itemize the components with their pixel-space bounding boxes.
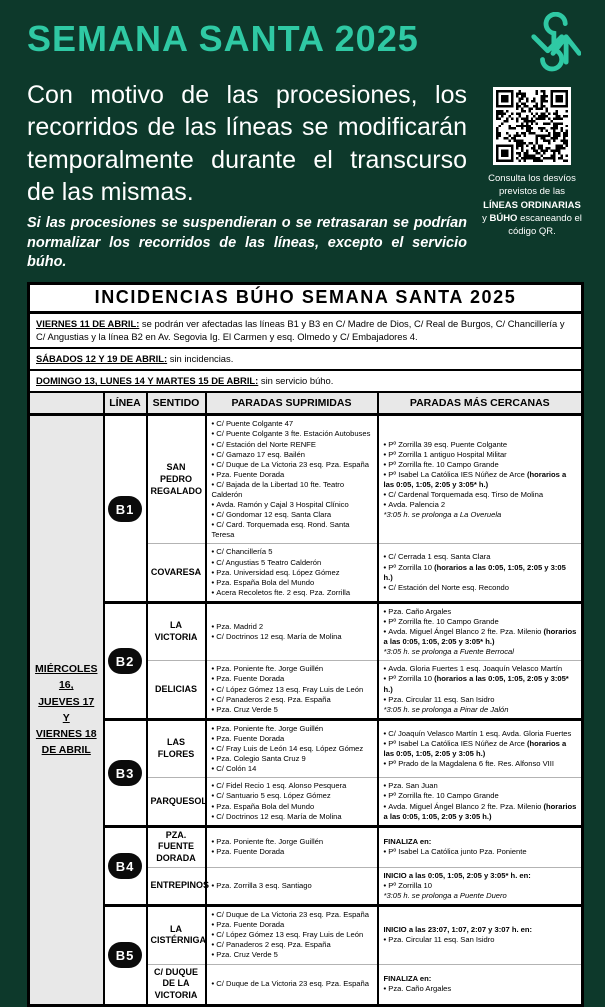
bullet-icon: • (383, 627, 389, 637)
stop-item: • Pza. Caño Argales (383, 606, 452, 616)
col-header-paradas-mas-cercanas: PARADAS MÁS CERCANAS (378, 392, 583, 415)
info-label: SÁBADOS 12 Y 19 DE ABRIL: (36, 353, 168, 364)
incidents-table (27, 282, 584, 1007)
stop-item: • Pº Zorrilla fte. 10 Campo Grande (383, 459, 499, 469)
direction-row (29, 826, 583, 867)
stop-item: • C/ Fidel Recio 1 esq. Alonso Pesquera (211, 781, 347, 791)
sentido-cell: C/ DUQUE DE LA VICTORIA (147, 964, 206, 1005)
bullet-icon: • (211, 744, 217, 754)
stop-item: • Pza. Poniente fte. Jorge Guillén (211, 723, 324, 733)
stop-item: • C/ Estación del Norte RENFE (211, 439, 316, 449)
stop-item: • C/ Chancillería 5 (211, 547, 273, 557)
paradas-cercanas-cell (378, 719, 583, 777)
paradas-suprimidas-cell (206, 415, 378, 544)
stop-item: • Pº Zorrilla fte. 10 Campo Grande (383, 791, 499, 801)
line-badge-b2: B2 (108, 648, 143, 674)
paradas-suprimidas-cell (206, 661, 378, 719)
stop-item: • Pza. San Juan (383, 781, 438, 791)
bullet-icon: • (211, 940, 217, 950)
bullet-icon: • (383, 489, 389, 499)
sentido-cell: LAS FLORES (147, 719, 206, 777)
stop-item: • Pza. Fuente Dorada (211, 733, 285, 743)
lead-section (27, 77, 583, 273)
stop-item: • Acera Recoletos fte. 2 esq. Pza. Zorrilla (211, 587, 351, 597)
bullet-icon: • (383, 781, 389, 791)
stop-item: • C/ López Gómez 13 esq. Fray Luis de León (211, 684, 364, 694)
paradas-cercanas-cell (378, 964, 583, 1005)
bullet-icon: • (383, 469, 389, 479)
bullet-icon: • (211, 801, 217, 811)
stop-item: FINALIZA en: (383, 973, 432, 983)
stop-item: • Pza. Fuente Dorada (211, 469, 285, 479)
stop-item: • Pº Isabel La Católica IES Núñez de Arce (horarios a las 0:05, 1:05, 2:05 y 3:05* h.) (383, 469, 567, 489)
bullet-icon: • (211, 694, 217, 704)
stop-item: • Pza. Universidad esq. López Gómez (211, 567, 340, 577)
stop-item: *3:05 h. se prolonga a Fuente Berrocal (383, 647, 514, 657)
stop-item: • Pza. Fuente Dorada (211, 920, 285, 930)
bullet-icon: • (211, 622, 217, 632)
bullet-icon: • (211, 733, 217, 743)
col-header-paradas-suprimidas: PARADAS SUPRIMIDAS (206, 392, 378, 415)
stop-item: • C/ Puente Colgante 3 fte. Estación Autobuses (211, 429, 371, 439)
bullet-icon: • (383, 935, 389, 945)
info-label: DOMINGO 13, LUNES 14 Y MARTES 15 DE ABRIL: (36, 375, 259, 387)
intro-note: Si las procesiones se suspendieran o se retrasaran se podrían normalizar los recorridos de las líneas, excepto el servicio búho. (27, 215, 467, 271)
direction-row (29, 906, 583, 964)
bullet-icon: • (383, 562, 389, 572)
stop-item: *3:05 h. se prolonga a La Overuela (383, 510, 502, 520)
bullet-icon: • (211, 520, 217, 530)
bullet-icon: • (383, 847, 389, 857)
info-text: sin incidencias. (167, 353, 234, 364)
bullet-icon: • (211, 587, 217, 597)
sentido-cell: SAN PEDRO REGALADO (147, 415, 206, 544)
bullet-icon: • (211, 557, 217, 567)
line-badge-b1: B1 (108, 496, 143, 522)
paradas-suprimidas-cell (206, 906, 378, 964)
table-title: INCIDENCIAS BÚHO SEMANA SANTA 2025 (29, 283, 583, 312)
stop-item: • C/ Duque de La Victoria 23 esq. Pza. España (211, 459, 369, 469)
stop-item: • C/ Doctrinos 12 esq. María de Molina (211, 811, 342, 821)
bullet-icon: • (383, 582, 389, 592)
sentido-cell: DELICIAS (147, 661, 206, 719)
bullet-icon: • (383, 449, 389, 459)
info-row-domingo-lunes-martes (29, 370, 583, 392)
stop-item: • Pº Zorrilla 10 (383, 880, 432, 890)
stop-item: • Pº Zorrilla 1 antiguo Hospital Militar (383, 449, 507, 459)
paradas-cercanas-cell (378, 415, 583, 544)
bullet-icon: • (211, 419, 217, 429)
bullet-icon: • (211, 674, 217, 684)
auvasa-logo (525, 12, 581, 77)
stop-item: • C/ Estación del Norte esq. Recondo (383, 582, 510, 592)
bullet-icon: • (211, 837, 217, 847)
bullet-icon: • (383, 791, 389, 801)
stop-item: • Pº Zorrilla 10 (horarios a las 0:05, 1:05, 2:05 y 3:05 h.) (383, 562, 566, 582)
paradas-cercanas-cell (378, 906, 583, 964)
intro-text: Con motivo de las procesiones, los recorridos de las líneas se modificarán temporalmente durante el transcurso de las mismas. (27, 81, 467, 206)
date-line: JUEVES 17 (38, 695, 95, 708)
sentido-cell: PZA. FUENTE DORADA (147, 826, 206, 867)
bullet-icon: • (211, 449, 217, 459)
paradas-cercanas-cell (378, 544, 583, 602)
date-line: Y (62, 711, 70, 724)
stop-item: • C/ Gondomar 12 esq. Santa Clara (211, 510, 332, 520)
stop-item: • Pza. Circular 11 esq. San Isidro (383, 694, 495, 704)
bullet-icon: • (383, 459, 389, 469)
stop-item: • Pza. Poniente fte. Jorge Guillén (211, 664, 324, 674)
bullet-icon: • (383, 759, 389, 769)
stop-item: • C/ Panaderos 2 esq. Pza. España (211, 694, 331, 704)
stop-item: • Pza. Colegio Santa Cruz 9 (211, 754, 306, 764)
bullet-icon: • (211, 754, 217, 764)
paradas-suprimidas-cell (206, 544, 378, 602)
incidents-section (27, 282, 583, 1007)
line-cell (104, 719, 147, 826)
paradas-suprimidas-cell (206, 826, 378, 867)
bullet-icon: • (211, 547, 217, 557)
stop-item: • Pza. Poniente fte. Jorge Guillén (211, 837, 324, 847)
bullet-icon: • (211, 811, 217, 821)
bullet-icon: • (211, 567, 217, 577)
date-range-cell (29, 415, 104, 1005)
stop-item: • Pza. Cruz Verde 5 (211, 950, 278, 960)
stop-item: • C/ Card. Torquemada esq. Rond. Santa Teresa (211, 520, 350, 540)
bullet-icon: • (211, 920, 217, 930)
stop-item: • C/ Duque de La Victoria 23 esq. Pza. España (211, 978, 369, 988)
stop-item: • C/ Colón 14 (211, 764, 257, 774)
date-line: VIERNES 18 (35, 728, 97, 741)
bullet-icon: • (211, 577, 217, 587)
paradas-cercanas-cell (378, 867, 583, 905)
stop-item: • Pza. Madrid 2 (211, 622, 264, 632)
bullet-icon: • (211, 704, 217, 714)
stop-item: • C/ Bajada de la Libertad 10 fte. Teatro Calderón (211, 479, 345, 499)
sentido-cell: LA CISTÉRNIGA (147, 906, 206, 964)
bullet-icon: • (383, 552, 389, 562)
stop-item: • Pº Isabel La Católica IES Núñez de Arce (horarios a las 0:05, 1:05, 2:05 y 3:05 h.) (383, 738, 567, 759)
stop-item: • Pº Prado de la Magdalena 6 fte. Res. Alfonso VIII (383, 759, 554, 769)
stop-item: • Pza. Zorrilla 3 esq. Santiago (211, 880, 312, 890)
stop-item: *3:05 h. se prolonga a Pinar de Jalón (383, 704, 509, 714)
stop-item: • C/ Doctrinos 12 esq. María de Molina (211, 632, 342, 642)
stop-item: • Avda. Gloria Fuertes 1 esq. Joaquín Velasco Martín (383, 664, 563, 674)
line-cell (104, 415, 147, 603)
info-row-sabados (29, 348, 583, 370)
info-row-viernes-11 (29, 312, 583, 348)
stop-item: • C/ Santuario 5 esq. López Gómez (211, 791, 331, 801)
stop-item: • Pza. Caño Argales (383, 984, 452, 994)
sentido-cell: ENTREPINOS (147, 867, 206, 905)
bullet-icon: • (211, 910, 217, 920)
stop-item: • Pº Zorrilla 10 (horarios a las 0:05, 1:05, 2:05 y 3:05* h.) (383, 674, 569, 694)
paradas-cercanas-cell (378, 661, 583, 719)
bullet-icon: • (383, 664, 389, 674)
bullet-icon: • (383, 500, 389, 510)
stop-item: • Pº Zorrilla 39 esq. Puente Colgante (383, 439, 508, 449)
bullet-icon: • (383, 617, 389, 626)
stop-item: • Pza. España Bola del Mundo (211, 577, 315, 587)
bullet-icon: • (383, 694, 389, 704)
sentido-cell: LA VICTORIA (147, 602, 206, 660)
stop-item: • Pza. Circular 11 esq. San Isidro (383, 935, 495, 945)
paradas-cercanas-cell (378, 778, 583, 826)
stop-item: • Pza. Cruz Verde 5 (211, 704, 278, 714)
bullet-icon: • (211, 479, 217, 489)
col-header-empty (29, 392, 104, 415)
info-text: sin servicio búho. (258, 375, 334, 387)
bullet-icon: • (211, 781, 217, 791)
bullet-icon: • (211, 459, 217, 469)
bullet-icon: • (211, 880, 217, 890)
stop-item: • C/ Panaderos 2 esq. Pza. España (211, 940, 331, 950)
bullet-icon: • (211, 429, 217, 439)
table-title-row (29, 283, 583, 312)
stop-item: • C/ Cerrada 1 esq. Santa Clara (383, 552, 491, 562)
line-badge-b4: B4 (108, 853, 143, 879)
stop-item: • C/ López Gómez 13 esq. Fray Luis de León (211, 930, 364, 940)
bullet-icon: • (383, 880, 389, 890)
paradas-cercanas-cell (378, 826, 583, 867)
header (27, 10, 583, 77)
line-cell (104, 826, 147, 905)
bullet-icon: • (211, 500, 217, 510)
bullet-icon: • (211, 439, 217, 449)
page-title: SEMANA SANTA 2025 (27, 18, 419, 59)
bullet-icon: • (383, 984, 389, 994)
stop-item: INICIO a las 23:07, 1:07, 2:07 y 3:07 h. en: (383, 925, 533, 935)
stop-item: • Avda. Miguel Ángel Blanco 2 fte. Pza. Milenio (horarios a las 0:05, 1:05, 2:05 y 3:05 h.) (383, 801, 577, 821)
info-label: VIERNES 11 DE ABRIL: (36, 317, 140, 329)
bullet-icon: • (211, 791, 217, 801)
paradas-cercanas-cell (378, 602, 583, 660)
stop-item: • C/ Cardenal Torquemada esq. Tirso de Molina (383, 489, 544, 499)
bullet-icon: • (211, 764, 217, 774)
bullet-icon: • (211, 950, 217, 960)
stop-item: • Pº Zorrilla fte. 10 Campo Grande (383, 617, 499, 626)
stop-item: INICIO a las 0:05, 1:05, 2:05 y 3:05* h. en: (383, 870, 531, 880)
paradas-suprimidas-cell (206, 778, 378, 826)
qr-code (493, 87, 571, 165)
bullet-icon: • (211, 664, 217, 674)
date-line: MIÉRCOLES 16, (35, 663, 98, 692)
bullet-icon: • (383, 738, 389, 748)
bullet-icon: • (383, 801, 389, 811)
bullet-icon: • (211, 847, 217, 857)
bullet-icon: • (211, 510, 217, 520)
stop-item: FINALIZA en: (383, 837, 432, 847)
sentido-cell: PARQUESOL (147, 778, 206, 826)
bullet-icon: • (383, 728, 389, 738)
date-line: DE ABRIL (41, 744, 91, 757)
column-header-row (29, 392, 583, 415)
bullet-icon: • (211, 684, 217, 694)
bullet-icon: • (383, 439, 389, 449)
stop-item: • Pº Isabel La Católica junto Pza. Poniente (383, 847, 527, 857)
paradas-suprimidas-cell (206, 602, 378, 660)
stop-item: • C/ Fray Luis de León 14 esq. López Gómez (211, 744, 364, 754)
bullet-icon: • (383, 674, 389, 684)
line-badge-b5: B5 (108, 942, 143, 968)
stop-item: • C/ Angustias 5 Teatro Calderón (211, 557, 322, 567)
bullet-icon: • (383, 606, 389, 616)
bullet-icon: • (211, 723, 217, 733)
sentido-cell: COVARESA (147, 544, 206, 602)
stop-item: • C/ Duque de La Victoria 23 esq. Pza. España (211, 910, 369, 920)
line-cell (104, 906, 147, 1006)
col-header-sentido: SENTIDO (147, 392, 206, 415)
line-badge-b3: B3 (108, 760, 143, 786)
paradas-suprimidas-cell (206, 964, 378, 1005)
qr-column (481, 77, 583, 273)
col-header-linea: LÍNEA (104, 392, 147, 415)
stop-item: • Avda. Miguel Ángel Blanco 2 fte. Pza. Milenio (horarios a las 0:05, 1:05, 2:05 y 3:05* h.) (383, 627, 577, 647)
bullet-icon: • (211, 978, 217, 988)
stop-item: • C/ Puente Colgante 47 (211, 419, 294, 429)
stop-item: • Avda. Palencia 2 (383, 500, 446, 510)
stop-item: • Pza. España Bola del Mundo (211, 801, 315, 811)
stop-item: • Pza. Fuente Dorada (211, 674, 285, 684)
stop-item: *3:05 h. se prolonga a Puente Duero (383, 890, 507, 900)
stop-item: • C/ Gamazo 17 esq. Bailén (211, 449, 305, 459)
bullet-icon: • (211, 469, 217, 479)
stop-item: • Avda. Ramón y Cajal 3 Hospital Clínico (211, 500, 349, 510)
qr-caption: Consulta los desvíos previstos de las LÍNEAS ORDINARIAS y BÚHO escaneando el código QR. (482, 173, 582, 238)
direction-row (29, 415, 583, 544)
bullet-icon: • (211, 632, 217, 642)
line-cell (104, 602, 147, 719)
direction-row (29, 719, 583, 777)
stop-item: • C/ Joaquín Velasco Martín 1 esq. Avda. Gloria Fuertes (383, 728, 572, 738)
stop-item: • Pza. Fuente Dorada (211, 847, 285, 857)
info-text: se podrán ver afectadas las líneas B1 y B3 en C/ Madre de Dios, C/ Real de Burgos, C/ Chancillería y C/ Angustias y la línea B2 en Av. Segovia Ig. El Carmen y esq. Olmedo y C/ Embajadores 4. (36, 317, 565, 342)
bullet-icon: • (211, 930, 217, 940)
paradas-suprimidas-cell (206, 719, 378, 777)
paradas-suprimidas-cell (206, 867, 378, 905)
direction-row (29, 602, 583, 660)
